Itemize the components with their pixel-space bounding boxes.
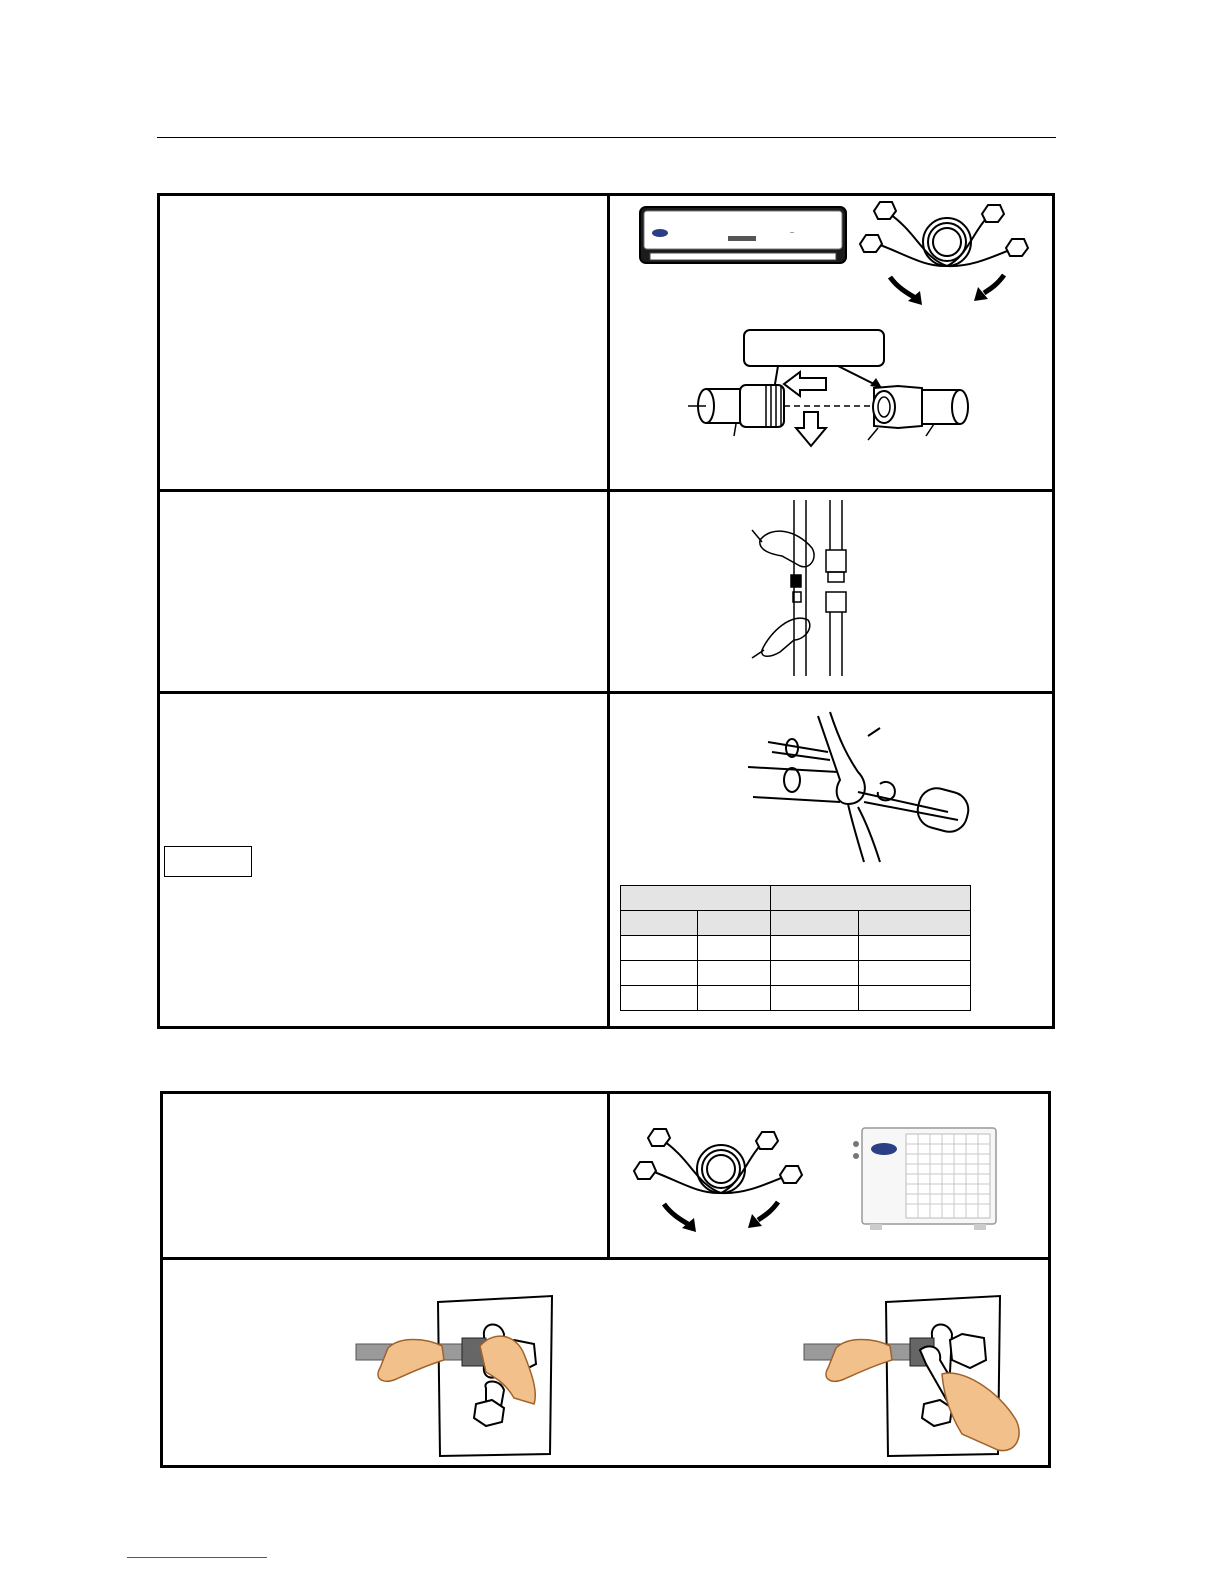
outdoor-unit-icon (848, 1126, 1000, 1232)
table-cell (698, 986, 771, 1011)
outdoor-row-divider (160, 1257, 1051, 1260)
coiled-tubing-icon (862, 197, 1032, 307)
torque-subheader-cell (698, 911, 771, 936)
table-cell (859, 986, 971, 1011)
indoor-unit-icon (638, 205, 850, 267)
service-valve-icon (354, 1294, 554, 1458)
flare-nut-icon (688, 328, 973, 453)
coiled-tubing-icon (636, 1124, 806, 1234)
table-cell (621, 986, 698, 1011)
torque-header-cell (771, 886, 971, 911)
service-valve-icon (802, 1294, 1034, 1462)
indoor-row-divider-2 (157, 691, 1055, 694)
torque-subheader-cell (771, 911, 859, 936)
table-cell (698, 936, 771, 961)
table-row (621, 986, 971, 1011)
svg-text:~: ~ (790, 230, 795, 237)
torque-subheader-cell (859, 911, 971, 936)
torque-header-cell (621, 886, 771, 911)
footer-link-underline[interactable] (127, 1557, 267, 1558)
table-cell (771, 986, 859, 1011)
torque-table (620, 885, 971, 1011)
table-cell (621, 936, 698, 961)
wrench-icon (748, 712, 976, 862)
note-label-box (164, 846, 252, 877)
table-row (621, 936, 971, 961)
table-cell (621, 961, 698, 986)
indoor-column-divider (607, 193, 610, 1029)
table-cell (859, 961, 971, 986)
outdoor-column-divider (607, 1091, 610, 1259)
indoor-row-divider-1 (157, 489, 1055, 492)
table-row (621, 961, 971, 986)
table-cell (771, 961, 859, 986)
table-cell (859, 936, 971, 961)
header-rule (157, 137, 1056, 138)
table-cell (771, 936, 859, 961)
torque-subheader-cell (621, 911, 698, 936)
hand-icon (752, 500, 862, 676)
table-cell (698, 961, 771, 986)
